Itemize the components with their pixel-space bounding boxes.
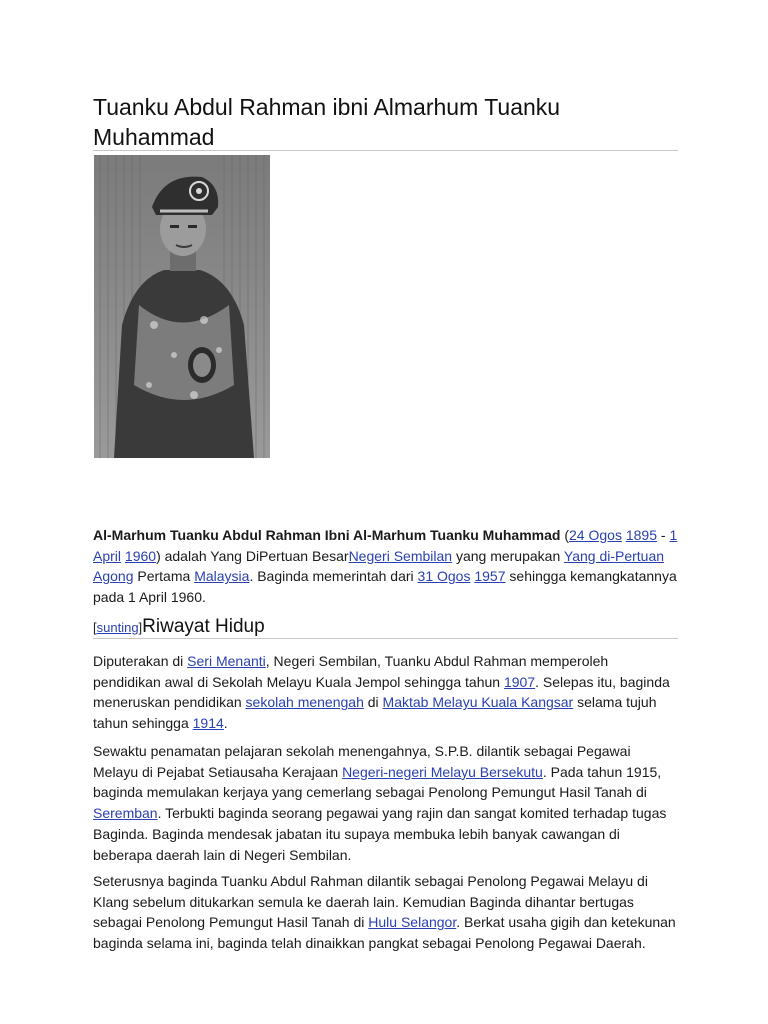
link-24-ogos[interactable]: 24 Ogos: [569, 527, 622, 543]
text-run: .: [223, 715, 228, 732]
link-seri-menanti[interactable]: Seri Menanti: [187, 653, 266, 669]
link-hulu-selangor[interactable]: Hulu Selangor: [368, 914, 457, 931]
link-maktab-melayu-kuala-kangsar[interactable]: Maktab Melayu Kuala Kangsar: [382, 694, 574, 711]
section-title: Riwayat Hidup: [142, 616, 265, 637]
title-divider: [93, 150, 678, 151]
subject-name: Al-Marhum Tuanku Abdul Rahman Ibni Al-Marhum Tuanku Muhammad: [93, 527, 561, 543]
text-run: -: [657, 527, 670, 543]
text-run: yang merupakan: [452, 547, 564, 564]
link-1907[interactable]: 1907: [503, 673, 536, 690]
text-run: . Pada tahun 1915, baginda memulakan kerjaya yang cemerlang sebagai Penolong Pemungut Hasil Tanah di: [93, 763, 662, 801]
text-run: . Baginda memerintah dari: [249, 568, 418, 585]
link-1960[interactable]: 1960: [124, 547, 157, 564]
link-sekolah-menengah[interactable]: sekolah menengah: [245, 694, 364, 711]
bracket: ]: [138, 620, 143, 635]
bracket: [: [93, 620, 97, 635]
text-run: selama tujuh tahun sehingga: [93, 694, 657, 732]
link-1-april[interactable]: 1 April: [93, 527, 678, 564]
text-run: . Berkat usaha gigih dan ketekunan baginda selama ini, baginda telah dinaikkan pangkat sebagai Penolong Pegawai Daerah.: [93, 914, 676, 952]
link-31-ogos[interactable]: 31 Ogos: [417, 568, 471, 585]
portrait-photo: [94, 155, 270, 458]
text-run: . Selepas itu, baginda meneruskan pendidikan: [93, 673, 670, 711]
link-seremban[interactable]: Seremban: [93, 805, 158, 822]
text-run: Sewaktu penamatan pelajaran sekolah menengahnya, S.P.B. dilantik sebagai Pegawai Melayu di Pejabat Setiausaha Kerajaan: [93, 743, 631, 780]
text-run: ) adalah Yang DiPertuan Besar: [156, 547, 349, 564]
link-negeri-negeri-melayu-bersekutu[interactable]: Negeri-negeri Melayu Bersekutu: [342, 763, 543, 780]
text-run: di: [363, 694, 383, 711]
paragraph-promotion: [93, 871, 678, 954]
paragraph-early-life: [93, 651, 678, 734]
text-run: Seterusnya baginda Tuanku Abdul Rahman dilantik sebagai Penolong Pegawai Melayu di Klang sebelum ditukarkan semula ke daerah lain. Kemudian Baginda dihantar bertugas sebagai Penolong Pemungut Hasil Tanah di: [93, 873, 648, 931]
text-run: . Terbukti baginda seorang pegawai yang rajin dan sangat komited terhadap tugas Baginda. Baginda mendesak jabatan itu supaya membuka lebih banyak cawangan di beberapa daerah lain di Negeri Sembilan.: [93, 805, 667, 863]
link-yang-di-pertuan-agong[interactable]: Yang di-Pertuan Agong: [93, 547, 665, 585]
text-run: Pertama: [133, 568, 195, 585]
text-run: sehingga kemangkatannya pada 1 April 1960.: [93, 568, 677, 606]
edit-section: [93, 620, 142, 635]
edit-link[interactable]: sunting: [96, 620, 139, 635]
text-run: , Negeri Sembilan, Tuanku Abdul Rahman memperoleh pendidikan awal di Sekolah Melayu Kuala Jempol sehingga tahun: [93, 653, 609, 690]
text-run: Diputerakan di: [93, 653, 188, 669]
link-negeri-sembilan[interactable]: Negeri Sembilan: [348, 547, 453, 564]
link-1957[interactable]: 1957: [474, 568, 506, 585]
link-1914[interactable]: 1914: [192, 715, 224, 732]
paragraph-career: [93, 741, 678, 865]
page-title: Tuanku Abdul Rahman ibni Almarhum Tuanku Muhammad: [93, 94, 561, 150]
section-divider: [93, 638, 678, 639]
link-malaysia[interactable]: Malaysia: [194, 568, 250, 585]
link-1895[interactable]: 1895: [625, 527, 657, 543]
section-heading: [93, 611, 678, 639]
intro-paragraph: [93, 525, 678, 608]
text-run: (: [560, 527, 570, 543]
